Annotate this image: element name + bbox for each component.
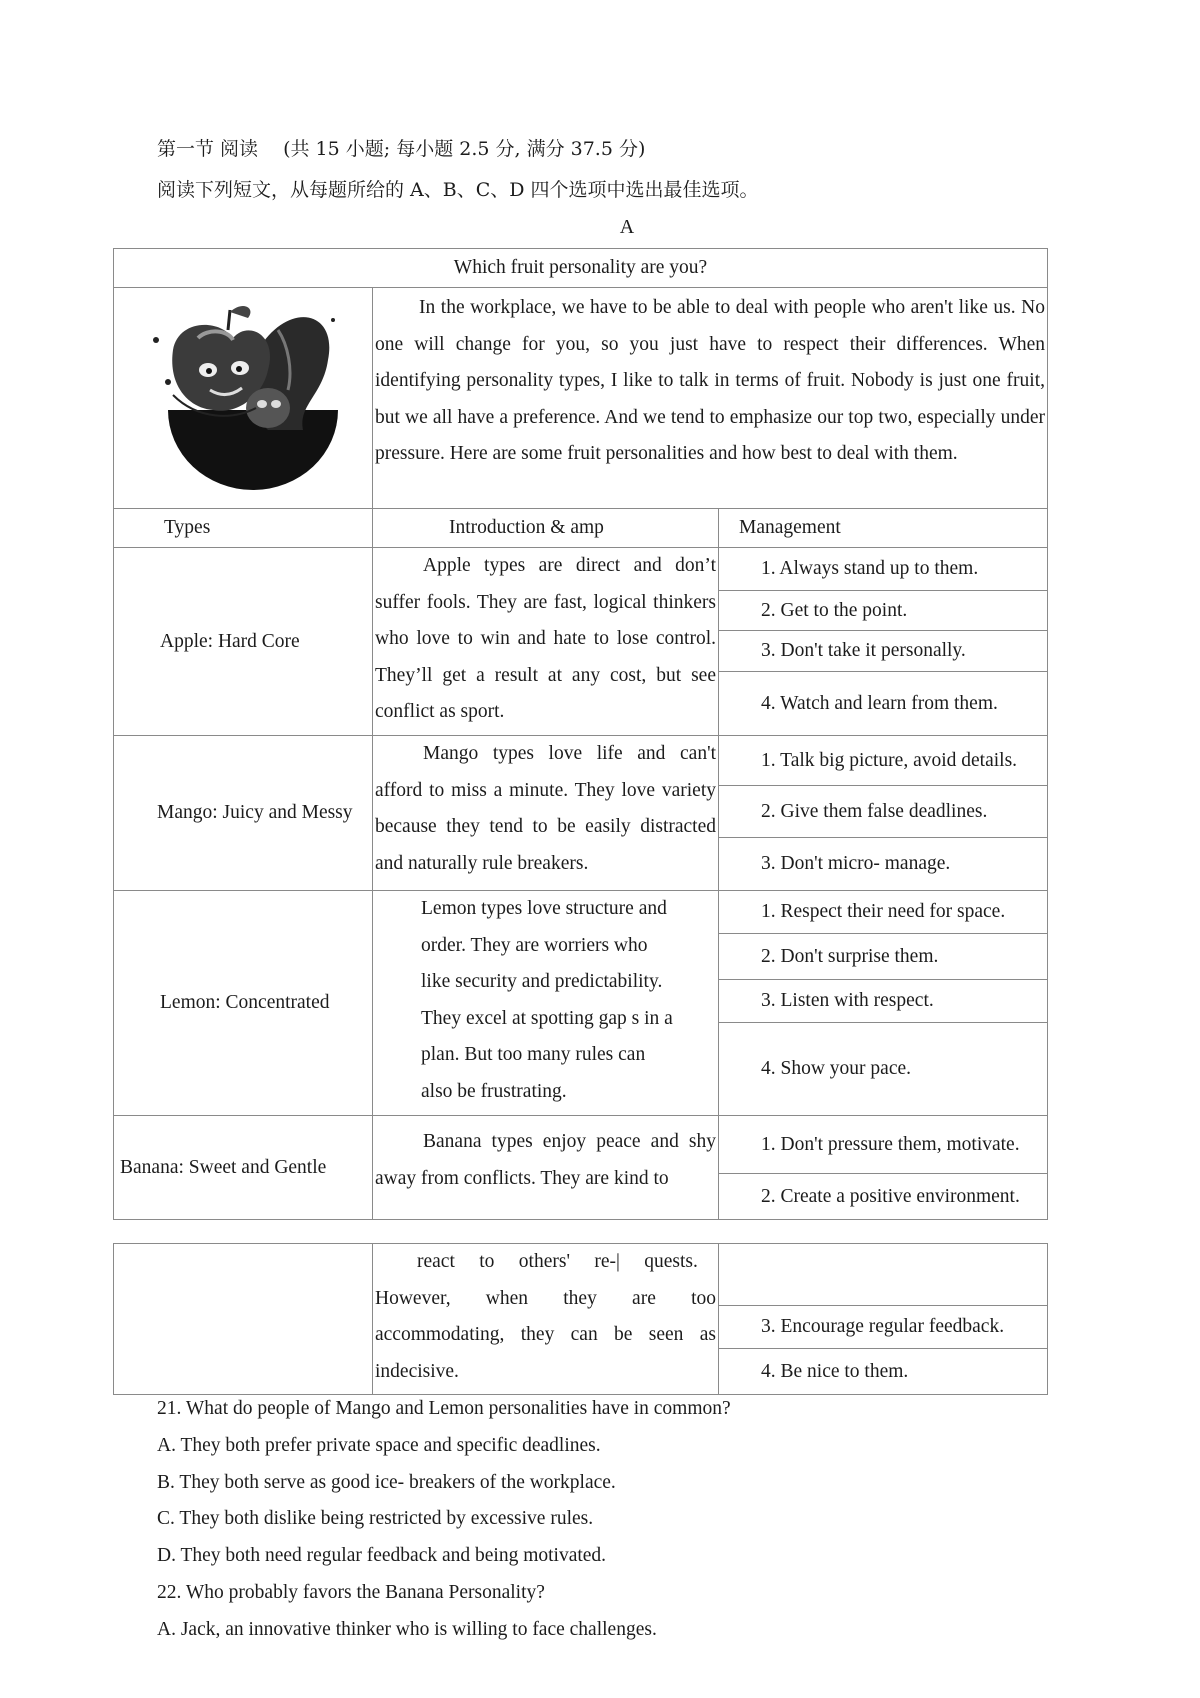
passage-label: A bbox=[619, 216, 635, 238]
desc-apple: Apple types are direct and don’t suffer fools. They are fast, logical thinkers who love to win and hate to lose control. They’ll get a result at any cost, but see conflict as sport. bbox=[373, 548, 719, 736]
mgmt-banana bbox=[719, 1116, 1048, 1220]
desc-lemon: Lemon types love structure and order. They are worriers who like security and predictability. They excel at spotting gap s in a plan. But too many rules can also be frustrating. bbox=[373, 891, 719, 1116]
mgmt-item: 3. Don't take it personally. bbox=[719, 631, 1047, 672]
mgmt-item: 1. Always stand up to them. bbox=[719, 548, 1047, 591]
header-types: Types bbox=[114, 509, 373, 548]
mgmt-item: 4. Watch and learn from them. bbox=[761, 692, 998, 714]
question-21-option-c: C. They both dislike being restricted by excessive rules. bbox=[157, 1508, 594, 1529]
section-header: 第一节 阅读 (共 15 小题; 每小题 2.5 分, 满分 37.5 分) bbox=[157, 138, 646, 160]
mgmt-item: 3. Don't micro- manage. bbox=[761, 853, 951, 874]
mgmt-apple bbox=[719, 548, 1048, 736]
type-banana: Banana: Sweet and Gentle bbox=[114, 1116, 373, 1220]
fruit-personality-table bbox=[113, 248, 1048, 1220]
question-21-stem: 21. What do people of Mango and Lemon personalities have in common? bbox=[157, 1398, 731, 1419]
instruction-text: 阅读下列短文，从每题所给的 A、B、C、D 四个选项中选出最佳选项。 bbox=[157, 179, 759, 201]
question-22-option-a: A. Jack, an innovative thinker who is willing to face challenges. bbox=[157, 1619, 657, 1640]
mgmt-item: 3. Listen with respect. bbox=[719, 980, 1047, 1023]
fruit-bowl-image bbox=[138, 290, 348, 500]
question-21-option-d: D. They both need regular feedback and being motivated. bbox=[157, 1545, 607, 1566]
type-lemon: Lemon: Concentrated bbox=[114, 891, 373, 1116]
mgmt-item bbox=[719, 1244, 1047, 1306]
mgmt-item: 2. Give them false deadlines. bbox=[719, 786, 1047, 838]
mgmt-item: 1. Respect their need for space. bbox=[719, 891, 1047, 934]
fruit-illustration bbox=[114, 288, 373, 509]
mgmt-item: 3. Encourage regular feedback. bbox=[719, 1306, 1047, 1349]
desc-banana-cont: react to others' re-| quests. However, when they are too accommodating, they can be seen as indecisive. bbox=[373, 1244, 719, 1395]
fruit-table-continuation bbox=[113, 1243, 1048, 1395]
intro-paragraph: In the workplace, we have to be able to deal with people who aren't like us. No one will change for you, so you just have to respect their differences. When identifying personality types, I like to talk in terms of fruit. Nobody is just one fruit, but we all have a preference. And we tend to emphasize our top two, especially under pressure. Here are some fruit personalities and how best to deal with them. bbox=[373, 288, 1048, 509]
mgmt-item: 2. Don't surprise them. bbox=[719, 934, 1047, 980]
mgmt-mango bbox=[719, 736, 1048, 891]
type-apple: Apple: Hard Core bbox=[114, 548, 373, 736]
question-21-option-b: B. They both serve as good ice- breakers of the workplace. bbox=[157, 1472, 616, 1493]
header-introduction: Introduction & amp bbox=[373, 509, 719, 548]
header-management: Management bbox=[719, 509, 1048, 548]
type-mango: Mango: Juicy and Messy bbox=[114, 736, 373, 891]
question-22-stem: 22. Who probably favors the Banana Personality? bbox=[157, 1582, 545, 1603]
mgmt-item: 2. Get to the point. bbox=[719, 591, 1047, 631]
mgmt-banana-cont bbox=[719, 1244, 1048, 1395]
mgmt-item: 2. Create a positive environment. bbox=[761, 1185, 1020, 1207]
mgmt-item: 1. Don't pressure them, motivate. bbox=[719, 1116, 1047, 1174]
desc-mango: Mango types love life and can't afford to miss a minute. They love variety because they tend to be easily distracted and naturally rule breakers. bbox=[373, 736, 719, 891]
table-title: Which fruit personality are you? bbox=[114, 249, 1048, 288]
desc-banana: Banana types enjoy peace and shy away from conflicts. They are kind to bbox=[373, 1116, 719, 1220]
mgmt-item: 4. Show your pace. bbox=[761, 1058, 912, 1079]
mgmt-item: 1. Talk big picture, avoid details. bbox=[719, 736, 1047, 786]
mgmt-lemon bbox=[719, 891, 1048, 1116]
type-empty bbox=[114, 1244, 373, 1395]
mgmt-item: 4. Be nice to them. bbox=[761, 1360, 909, 1382]
question-21-option-a: A. They both prefer private space and specific deadlines. bbox=[157, 1435, 601, 1456]
